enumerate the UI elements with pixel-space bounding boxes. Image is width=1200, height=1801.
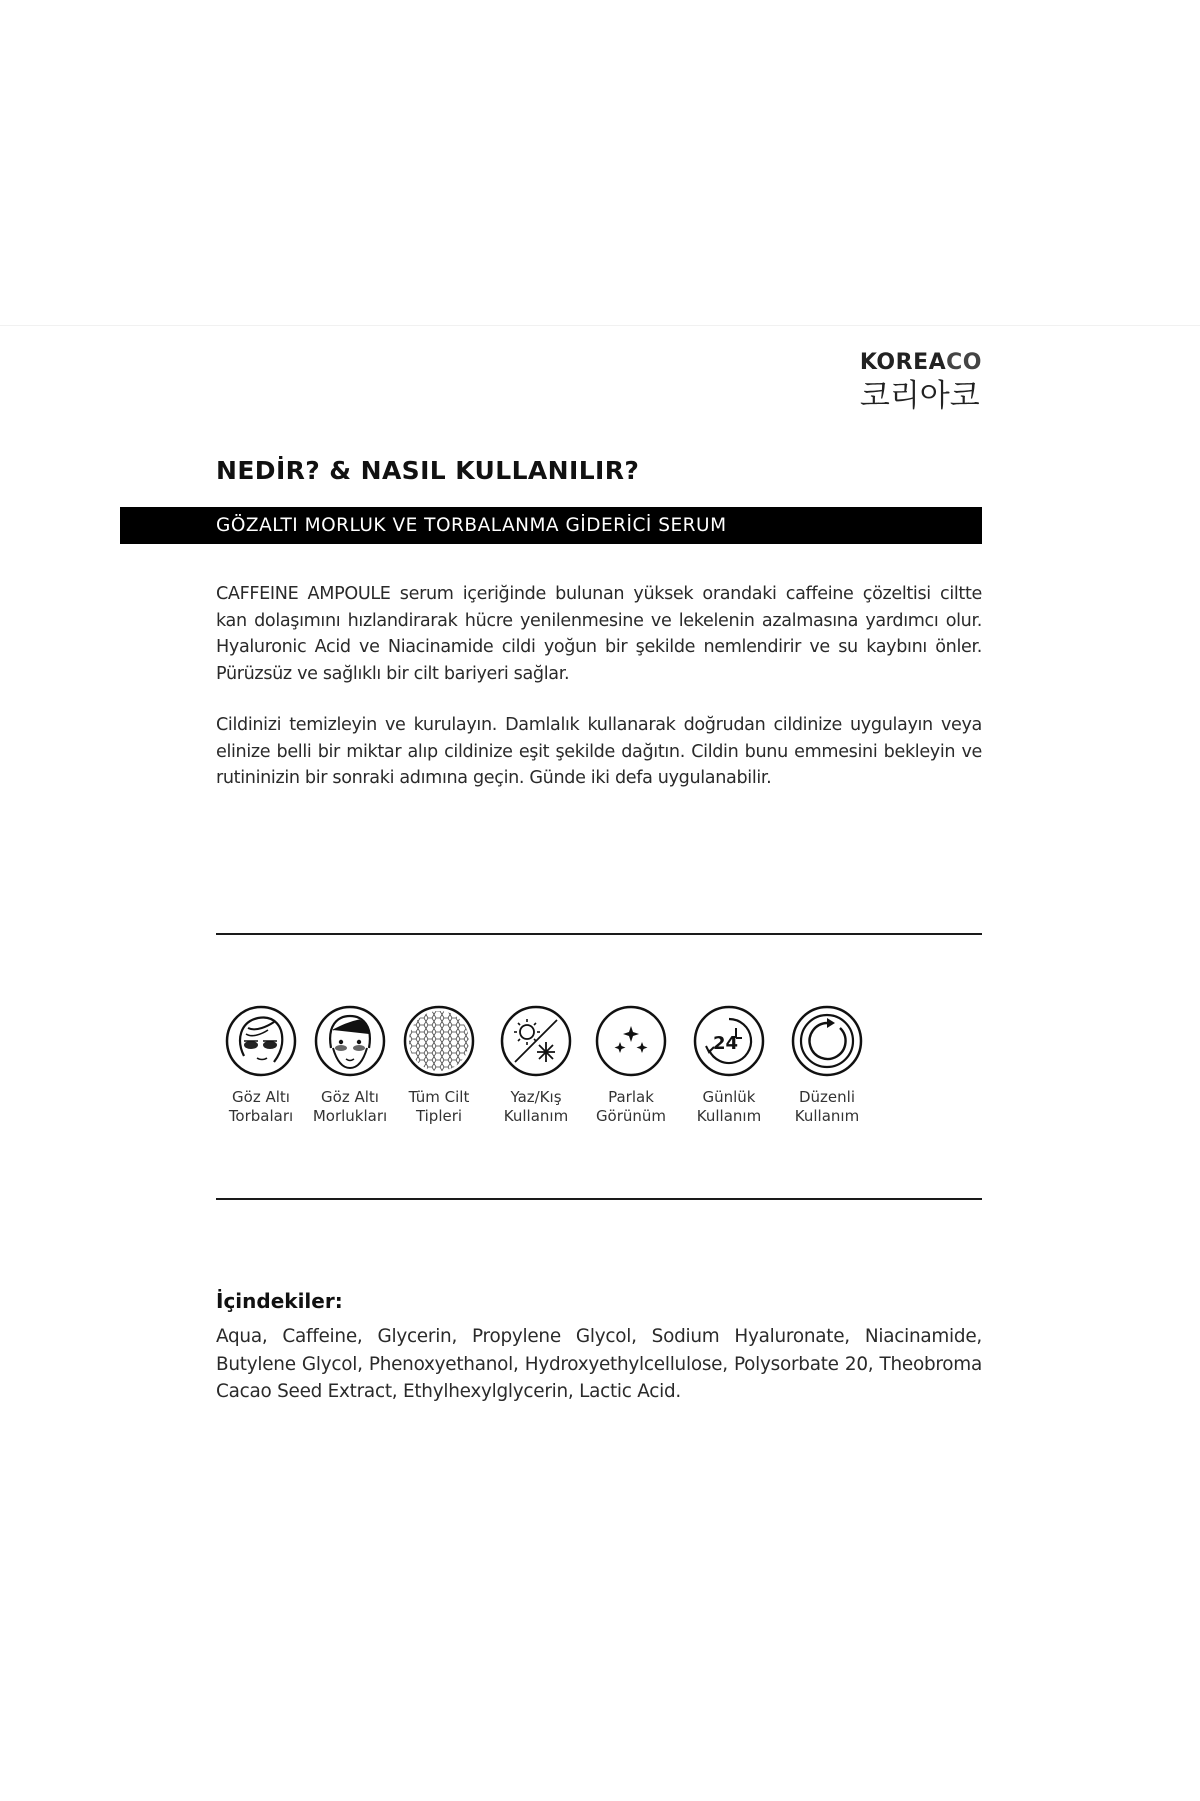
feature-label: Düzenli Kullanım [794, 1088, 860, 1125]
description-paragraph: CAFFEINE AMPOULE serum içeriğinde bulunan yüksek orandaki caffeine çözeltisi ciltte kan dolaşımını hızlandirarak hücre yenilenmesine ve lekelenin azalmasına yardımcı olur. Hyaluronic Acid ve Niacinamide cildi yoğun bir şekilde nemlendirir ve su kaybını önler. Pürüzsüz ve sağlıklı bir cilt bariyeri sağlar. [216, 584, 982, 684]
product-banner [120, 507, 982, 544]
feature-icons-row [216, 1004, 896, 1144]
feature-label: Tüm Cilt Tipleri [408, 1088, 470, 1125]
feature-all-skin-types [384, 1004, 494, 1126]
usage-paragraph: Cildinizi temizleyin ve kurulayın. Damlalık kullanarak doğrudan cildinize uygulayın veya elinize belli bir miktar alıp cildinize eşit şekilde dağıtın. Cildin bunu emmesini bekleyin ve rutininizin bir sonraki adımına geçin. Günde iki defa uygulanabilir. [216, 715, 982, 788]
ingredients-text: Aqua, Caffeine, Glycerin, Propylene Glycol, Sodium Hyaluronate, Niacinamide, Butylene Glycol, Phenoxyethanol, Hydroxyethylcellulose, Polysorbate 20, Theobroma Cacao Seed Extract, Ethylhexylglycerin, Lactic Acid. [216, 1326, 982, 1402]
feature-label: Yaz/Kış Kullanım [503, 1088, 569, 1125]
feature-regular-use [772, 1004, 882, 1126]
feature-label: Parlak Görünüm [595, 1088, 667, 1125]
svg-text:24: 24 [713, 1033, 739, 1054]
product-banner-text: GÖZALTI MORLUK VE TORBALANMA GİDERİCİ SERUM [216, 515, 727, 536]
feature-summer-winter [481, 1004, 591, 1126]
eye-bags-face-icon [224, 1004, 298, 1078]
brand-logo [860, 350, 982, 414]
feature-label: Göz Altı Torbaları [228, 1088, 294, 1125]
divider-bottom [216, 1198, 982, 1200]
sun-snow-icon [499, 1004, 573, 1078]
brand-latin-main: KOREA [859, 350, 947, 375]
honeycomb-skin-icon [402, 1004, 476, 1078]
divider-top [216, 933, 982, 935]
page-title: NEDİR? & NASIL KULLANILIR? [216, 456, 640, 485]
cycle-icon [790, 1004, 864, 1078]
brand-latin-name [860, 350, 982, 376]
dark-circles-face-icon [313, 1004, 387, 1078]
brand-latin-accent: CO [946, 350, 982, 375]
brand-korean-name: 코리아코 [859, 378, 980, 414]
sparkle-icon [594, 1004, 668, 1078]
feature-label: Günlük Kullanım [696, 1088, 762, 1125]
clock-24-icon [692, 1004, 766, 1078]
feature-label: Göz Altı Morlukları [312, 1088, 388, 1125]
ingredients-title: İçindekiler: [216, 1289, 343, 1313]
feature-radiant-look [576, 1004, 686, 1126]
feature-daily-use [674, 1004, 784, 1126]
